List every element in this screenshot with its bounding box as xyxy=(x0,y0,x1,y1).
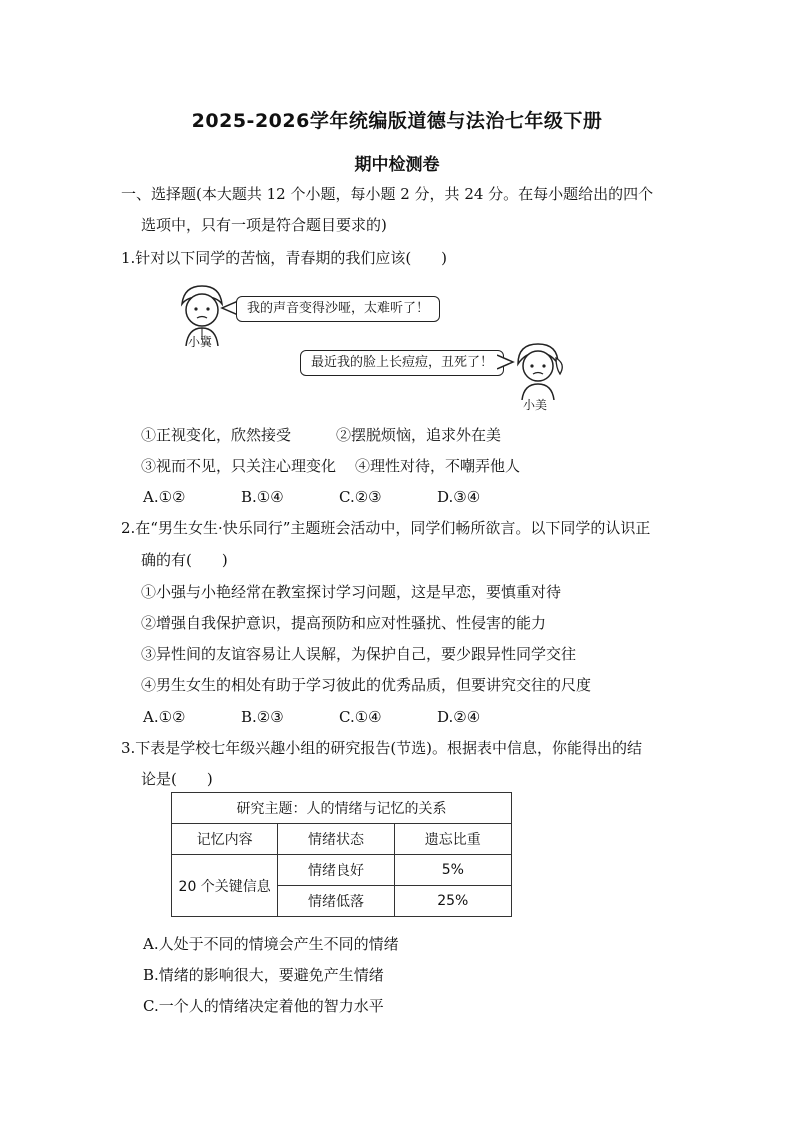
research-table xyxy=(171,792,512,917)
table-cell-ratio: 5% xyxy=(394,855,511,886)
table-caption: 研究主题：人的情绪与记忆的关系 xyxy=(172,793,512,824)
girl-figure xyxy=(510,338,566,400)
q3-stem-line2: 论是( ) xyxy=(141,770,213,788)
q2-statement-3: ③异性间的友谊容易让人误解，为保护自己，要少跟异性同学交往 xyxy=(141,645,577,663)
girl-name: 小美 xyxy=(523,398,548,412)
q1-statement-2: ②摆脱烦恼，追求外在美 xyxy=(336,426,502,444)
section-heading-line2: 选项中，只有一项是符合题目要求的) xyxy=(141,216,387,234)
q3-stem-line1: 3.下表是学校七年级兴趣小组的研究报告(节选)。根据表中信息，你能得出的结 xyxy=(121,739,643,757)
girl-speech-bubble: 最近我的脸上长痘痘，丑死了！ xyxy=(300,350,504,376)
q2-statement-1: ①小强与小艳经常在教室探讨学习问题，这是早恋，要慎重对待 xyxy=(141,583,562,601)
q3-option-c[interactable]: C.一个人的情绪决定着他的智力水平 xyxy=(143,997,384,1015)
q2-stem-line2: 确的有( ) xyxy=(141,551,228,569)
q1-statement-1: ①正视变化，欣然接受 xyxy=(141,426,292,444)
table-header-state: 情绪状态 xyxy=(278,824,394,855)
exam-title: 2025-2026学年统编版道德与法治七年级下册 xyxy=(191,110,603,132)
q1-statement-3: ③视而不见，只关注心理变化 xyxy=(141,457,337,475)
q1-stem: 1.针对以下同学的苦恼，青春期的我们应该( ) xyxy=(121,249,448,267)
q2-option-d[interactable]: D.②④ xyxy=(437,708,481,726)
table-header-content: 记忆内容 xyxy=(172,824,278,855)
q2-statement-2: ②增强自我保护意识，提高预防和应对性骚扰、性侵害的能力 xyxy=(141,614,547,632)
table-cell-state: 情绪良好 xyxy=(278,855,394,886)
q2-option-c[interactable]: C.①④ xyxy=(339,708,382,726)
q1-option-d[interactable]: D.③④ xyxy=(437,488,481,506)
boy-name: 小冀 xyxy=(188,335,213,349)
q1-option-c[interactable]: C.②③ xyxy=(339,488,382,506)
table-cell-state: 情绪低落 xyxy=(278,886,394,917)
q3-option-a[interactable]: A.人处于不同的情境会产生不同的情绪 xyxy=(143,935,399,953)
table-header-row xyxy=(172,824,512,855)
q2-statement-4: ④男生女生的相处有助于学习彼此的优秀品质，但要讲究交往的尺度 xyxy=(141,676,592,694)
table-cell-ratio: 25% xyxy=(394,886,511,917)
table-row xyxy=(172,855,512,886)
q2-option-b[interactable]: B.②③ xyxy=(241,708,284,726)
section-heading-line1: 一、选择题(本大题共 12 个小题，每小题 2 分，共 24 分。在每小题给出的四个 xyxy=(121,185,654,203)
q2-option-a[interactable]: A.①② xyxy=(143,708,186,726)
table-header-ratio: 遗忘比重 xyxy=(394,824,511,855)
table-cell-memory-content: 20 个关键信息 xyxy=(172,855,278,917)
q1-statement-4: ④理性对待，不嘲弄他人 xyxy=(355,457,521,475)
boy-speech-bubble: 我的声音变得沙哑，太难听了！ xyxy=(236,296,440,322)
exam-subtitle: 期中检测卷 xyxy=(354,155,440,175)
q1-option-b[interactable]: B.①④ xyxy=(241,488,284,506)
q3-option-b[interactable]: B.情绪的影响很大，要避免产生情绪 xyxy=(143,966,384,984)
q2-stem-line1: 2.在“男生女生·快乐同行”主题班会活动中，同学们畅所欲言。以下同学的认识正 xyxy=(121,519,651,537)
q1-option-a[interactable]: A.①② xyxy=(143,488,186,506)
